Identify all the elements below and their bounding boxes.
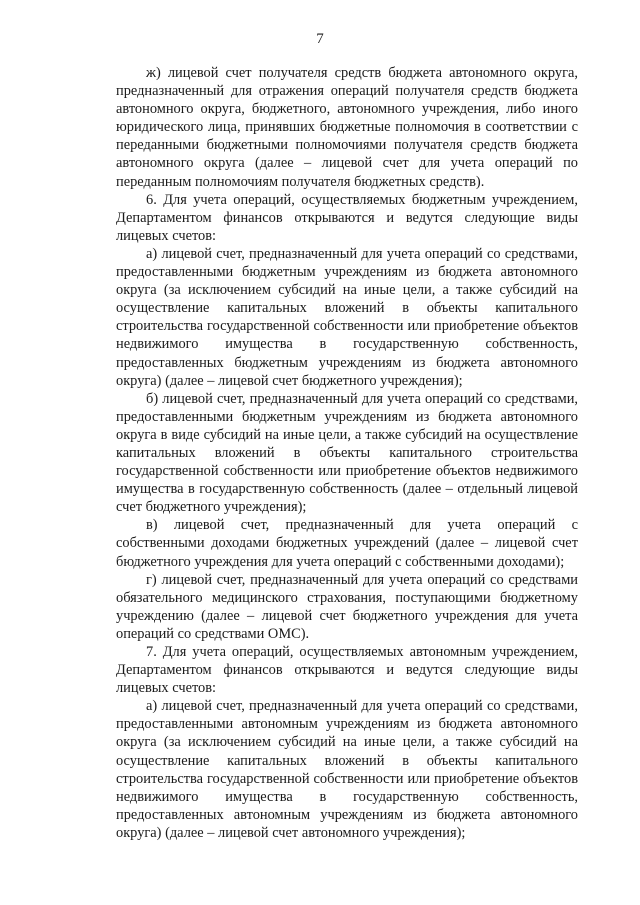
paragraph-6a-budget-institution-account: а) лицевой счет, предназначенный для учета операций со средствами, предоставленными бюджетным учреждениям из бюджета автономного округа (за исключением субсидий на иные цели, а также субсидий на осуществление капитальных вложений в объекты капитального строительства государственной собственности или приобретение объектов недвижимого имущества в государственную собственность, предоставленных бюджетным учреждениям из бюджета автономного округа) (далее – лицевой счет бюджетного учреждения); — [116, 245, 578, 389]
paragraph-6b-separate-account: б) лицевой счет, предназначенный для учета операций со средствами, предоставленными бюджетным учреждениям из бюджета автономного округа в виде субсидий на иные цели, а также субсидий на осуществление капитальных вложений в объекты капитального строительства государственной собственности или приобретение объектов недвижимого имущества в государственную собственность (далее – отдельный лицевой счет бюджетного учреждения); — [116, 390, 578, 516]
document-body — [116, 64, 578, 842]
paragraph-6g-oms-account: г) лицевой счет, предназначенный для учета операций со средствами обязательного медицинского страхования, поступающими бюджетному учреждению (далее – лицевой счет бюджетного учреждения для учета операций со средствами ОМС). — [116, 571, 578, 642]
paragraph-zh-account-transferred-powers: ж) лицевой счет получателя средств бюджета автономного округа, предназначенный для отражения операций получателя средств бюджета автономного округа, бюджетного, автономного учреждения, либо иного юридического лица, принявших бюджетные полномочия в соответствии с переданными бюджетными полномочиями получателя средств бюджета автономного округа (далее – лицевой счет для учета операций по переданным полномочиям получателя бюджетных средств). — [116, 65, 578, 190]
paragraph-6v-own-income-account: в) лицевой счет, предназначенный для учета операций с собственными доходами бюджетных учреждений (далее – лицевой счет бюджетного учреждения для учета операций с собственными доходами); — [116, 517, 578, 570]
paragraph-section-6-budget-institution: 6. Для учета операций, осуществляемых бюджетным учреждением, Департаментом финансов открываются и ведутся следующие виды лицевых счетов: — [116, 191, 578, 244]
paragraph-section-7-autonomous-institution: 7. Для учета операций, осуществляемых автономным учреждением, Департаментом финансов открываются и ведутся следующие виды лицевых счетов: — [116, 644, 578, 697]
paragraph-7a-autonomous-institution-account: а) лицевой счет, предназначенный для учета операций со средствами, предоставленными автономным учреждениям из бюджета автономного округа (за исключением субсидий на иные цели, а также субсидий на осуществление капитальных вложений в объекты капитального строительства государственной собственности или приобретение объектов недвижимого имущества в государственную собственность, предоставленных автономным учреждениям из бюджета автономного округа) (далее – лицевой счет автономного учреждения); — [116, 698, 578, 841]
page-number: 7 — [316, 31, 324, 47]
